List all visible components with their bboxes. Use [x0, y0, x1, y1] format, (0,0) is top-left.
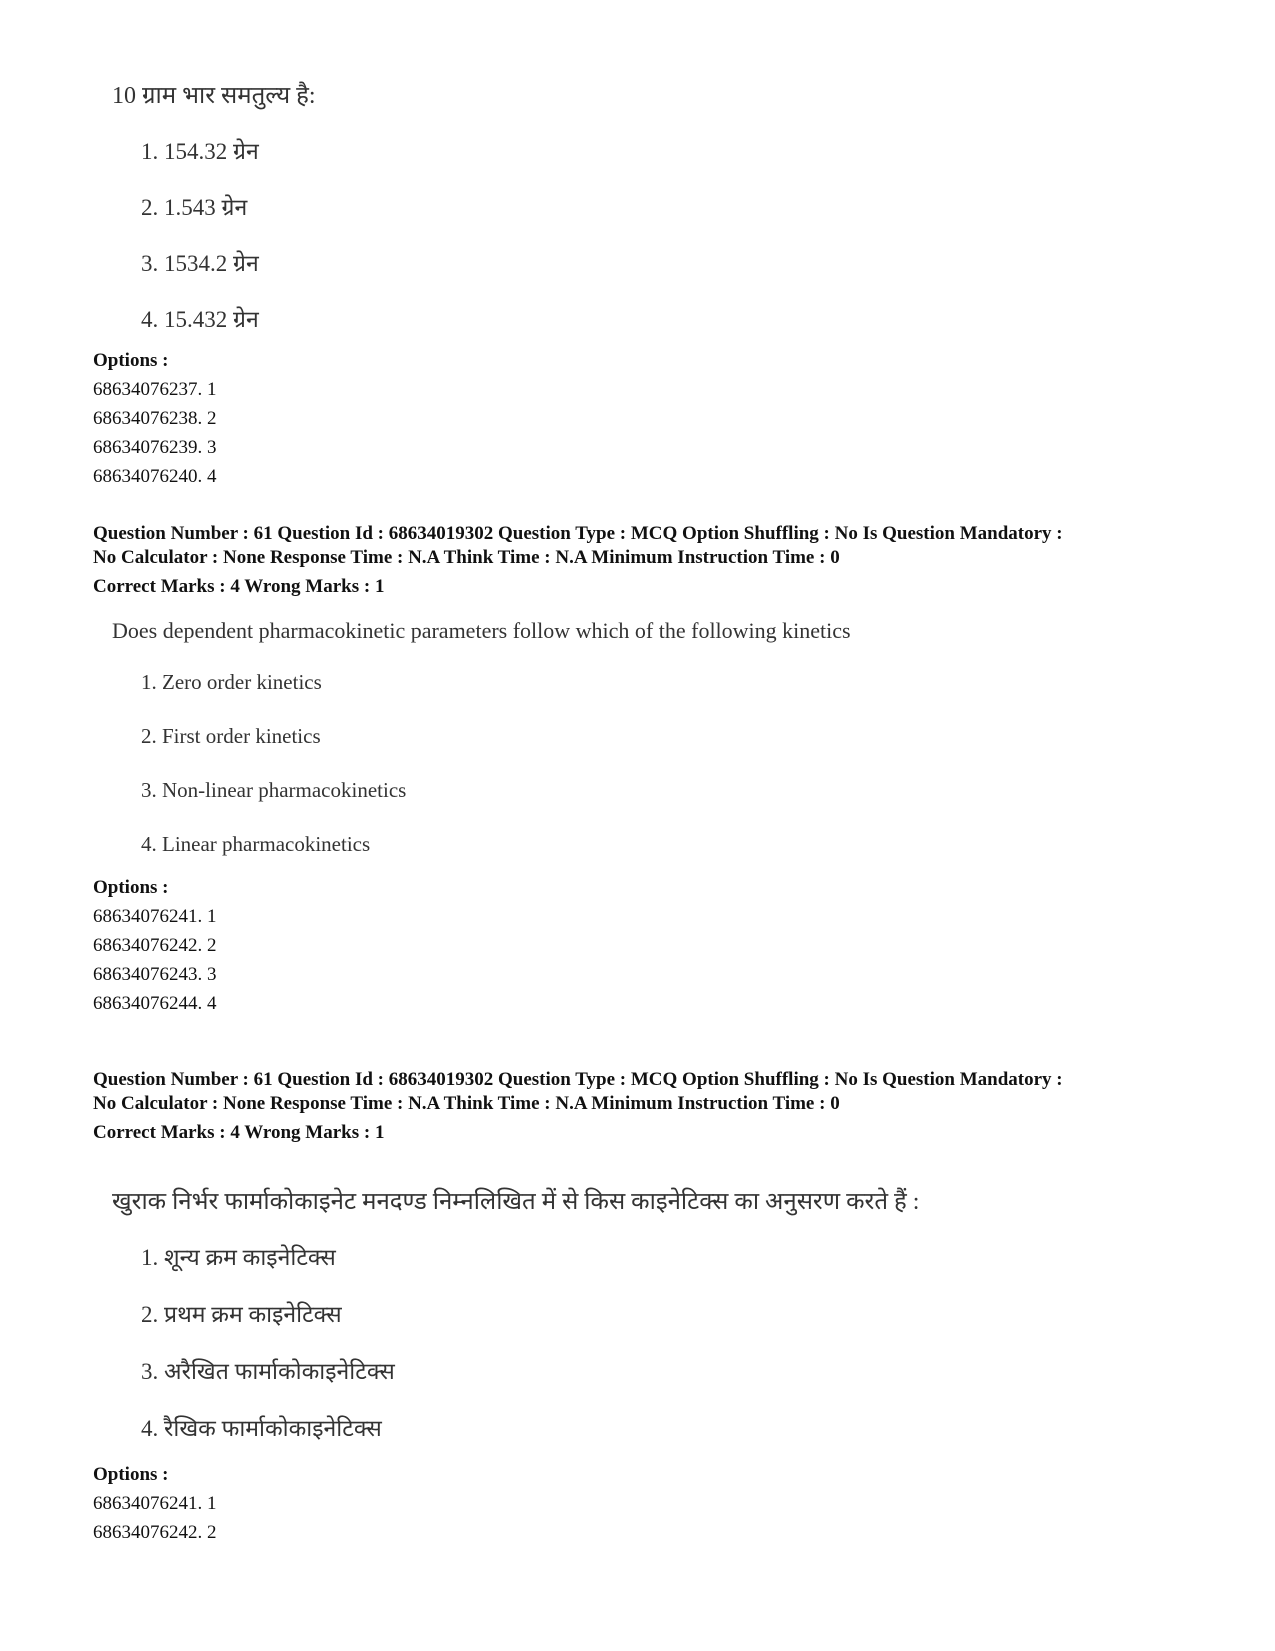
choice-item: 2. प्रथम क्रम काइनेटिक्स	[141, 1302, 342, 1327]
choice-item: 1. 154.32 ग्रेन	[141, 139, 259, 164]
option-item: 68634076238. 2	[93, 408, 217, 429]
question-meta	[93, 1068, 1063, 1116]
question-text: Does dependent pharmacokinetic parameters follow which of the following kinetics	[112, 618, 851, 643]
meta-line: No Calculator : None Response Time : N.A Think Time : N.A Minimum Instruction Time : 0	[93, 547, 840, 568]
option-item: 68634076244. 4	[93, 993, 217, 1014]
choice-list	[141, 670, 406, 886]
options-list	[93, 1460, 217, 1547]
option-item: 68634076241. 1	[93, 1493, 217, 1514]
choice-item: 1. Zero order kinetics	[141, 670, 322, 694]
options-list	[93, 873, 217, 1018]
options-label: Options :	[93, 350, 169, 371]
option-item: 68634076239. 3	[93, 437, 217, 458]
choice-list	[141, 1240, 395, 1468]
marks-line: Correct Marks : 4 Wrong Marks : 1	[93, 576, 385, 597]
choice-item: 4. Linear pharmacokinetics	[141, 832, 371, 856]
choice-item: 3. 1534.2 ग्रेन	[141, 251, 259, 276]
option-item: 68634076241. 1	[93, 906, 217, 927]
question-text: 10 ग्राम भार समतुल्य है:	[112, 83, 316, 109]
choice-item: 4. रैखिक फार्माकोकाइनेटिक्स	[141, 1416, 382, 1441]
option-item: 68634076243. 3	[93, 964, 217, 985]
choice-item: 2. 1.543 ग्रेन	[141, 195, 248, 220]
meta-line: Question Number : 61 Question Id : 68634019302 Question Type : MCQ Option Shuffling : No Is Question Mandatory :	[93, 1069, 1063, 1090]
marks-line: Correct Marks : 4 Wrong Marks : 1	[93, 1122, 385, 1143]
meta-line: No Calculator : None Response Time : N.A Think Time : N.A Minimum Instruction Time : 0	[93, 1093, 840, 1114]
meta-line: Question Number : 61 Question Id : 68634019302 Question Type : MCQ Option Shuffling : No Is Question Mandatory :	[93, 523, 1063, 544]
choice-item: 1. शून्य क्रम काइनेटिक्स	[141, 1245, 336, 1270]
options-label: Options :	[93, 1464, 169, 1485]
options-list	[93, 346, 217, 491]
choice-list	[141, 134, 259, 358]
option-item: 68634076237. 1	[93, 379, 217, 400]
choice-item: 3. अरैखित फार्माकोकाइनेटिक्स	[141, 1359, 395, 1384]
choice-item: 3. Non-linear pharmacokinetics	[141, 778, 407, 802]
option-item: 68634076240. 4	[93, 466, 217, 487]
options-label: Options :	[93, 877, 169, 898]
question-meta	[93, 522, 1063, 570]
choice-item: 4. 15.432 ग्रेन	[141, 307, 259, 332]
choice-item: 2. First order kinetics	[141, 724, 321, 748]
option-item: 68634076242. 2	[93, 935, 217, 956]
question-text: खुराक निर्भर फार्माकोकाइनेट मनदण्ड निम्नलिखित में से किस काइनेटिक्स का अनुसरण करते हैं :	[112, 1189, 920, 1215]
option-item: 68634076242. 2	[93, 1522, 217, 1543]
